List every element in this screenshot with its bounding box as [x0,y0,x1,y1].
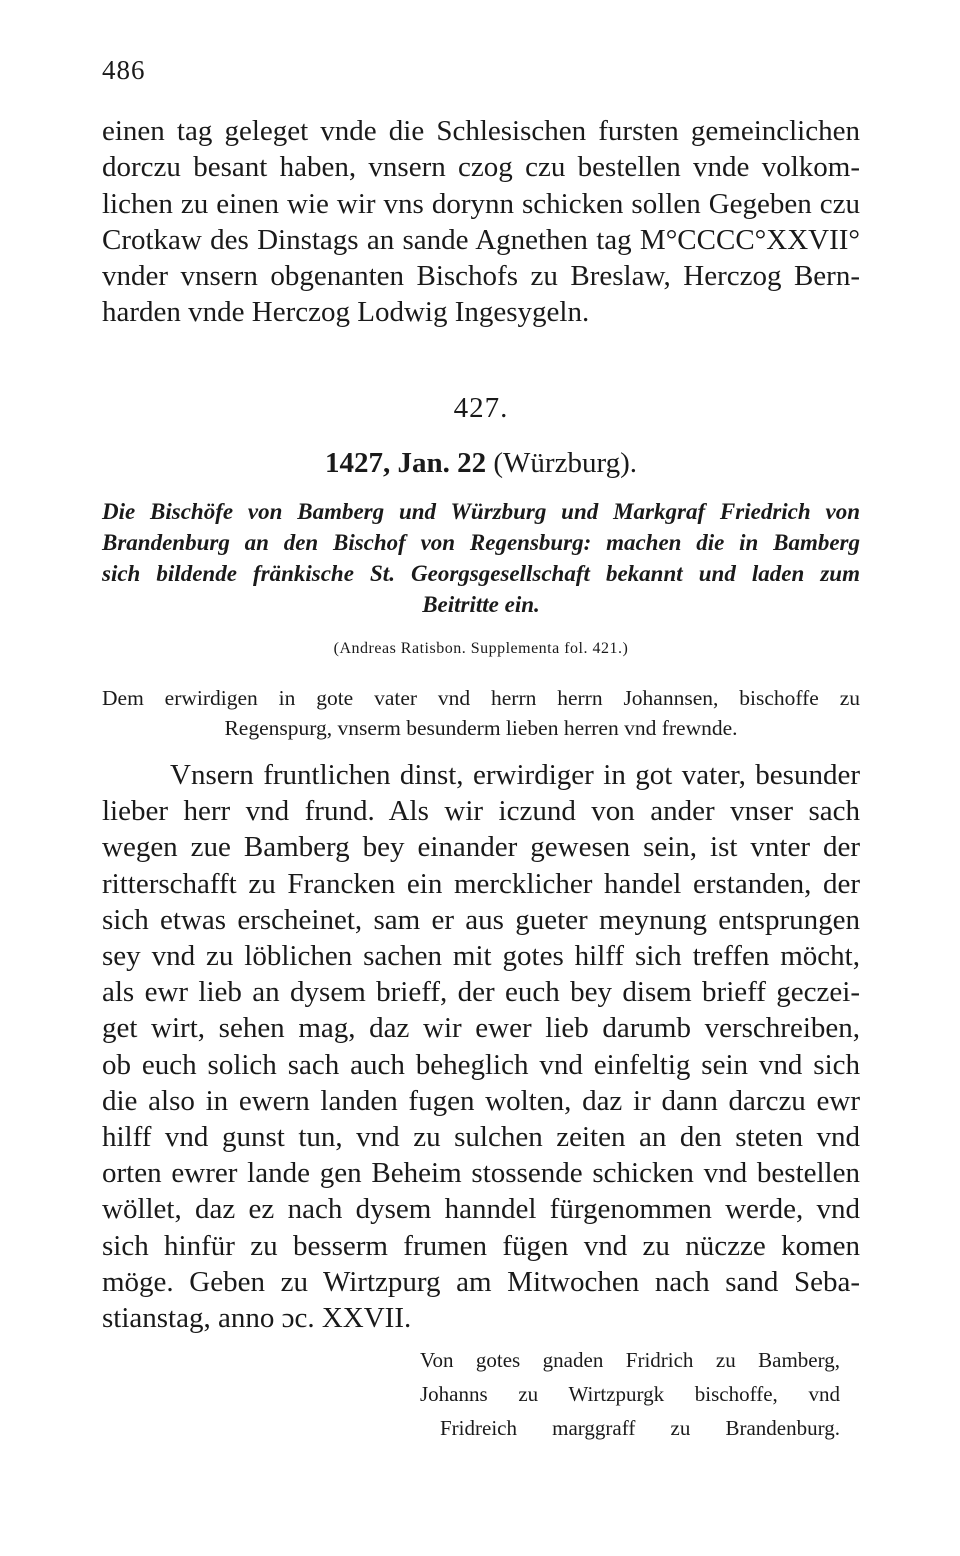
text-line: dorczu besant haben, vnsern czog czu bestellen vnde volkom- [102,151,860,184]
body-line: sich etwas erscheinet, sam er aus gueter meynung entsprungen [102,903,860,936]
page-number: 486 [102,55,146,85]
signature-line: Johanns zu Wirtzpurgk bischoffe, vnd [420,1382,840,1406]
text-line: harden vnde Herczog Lodwig Ingesygeln. [102,296,590,329]
text-line: lichen zu einen wie wir vns dorynn schicken sollen Gegeben czu [102,187,860,220]
address-line: Dem erwirdigen in gote vater vnd herrn herrn Johannsen, bischoffe zu [102,686,860,710]
body-line: sey vnd zu löblichen sachen mit gotes hilff sich treffen möcht, [102,940,860,973]
source-reference: (Andreas Ratisbon. Supplementa fol. 421.) [333,640,629,657]
body-line: als ewr lieb an dysem brieff, der euch bey disem brieff geczei- [102,976,860,1009]
body-line: get wirt, sehen mag, daz wir ewer lieb darumb verschreiben, [102,1012,860,1045]
summary-line: Die Bischöfe von Bamberg und Würzburg und Markgraf Friedrich von [102,499,860,524]
letter-body [102,757,860,1336]
body-line: wegen zue Bamberg bey einander gewesen sein, ist vnter der [102,831,860,864]
signature-line: Fridreich marggraff zu Brandenburg. [440,1416,840,1440]
summary-line: sich bildende fränkische St. Georgsgesellschaft bekannt und laden zum [102,561,860,586]
body-line: die also in ewern landen fugen wolten, daz ir dann darczu ewr [102,1084,860,1117]
body-line: sich hinfür zu besserm frumen fügen vnd zu nüczze komen [102,1229,860,1262]
text-line: Crotkaw des Dinstags an sande Agnethen tag M°CCCC°XXVII° [102,223,860,256]
letter-signature [420,1343,840,1445]
document-date-place: (Würzburg). [493,447,637,479]
body-line: wöllet, daz ez nach dysem hanndel fürgenommen werde, vnd [102,1193,860,1226]
letter-address [102,683,860,743]
text-line: vnder vnsern obgenanten Bischofs zu Breslaw, Herczog Bern- [102,260,860,293]
summary-line: Beitritte ein. [422,592,540,617]
signature-line: Von gotes gnaden Fridrich zu Bamberg, [420,1348,840,1372]
top-paragraph [102,113,860,331]
body-line: orten ewrer lande gen Beheim stossende schicken vnd bestellen [102,1157,860,1190]
document-number: 427. [453,392,509,424]
text-line: einen tag geleget vnde die Schlesischen fursten gemeinclichen [102,115,860,147]
body-line: stianstag, anno ɔc. XXVII. [102,1302,412,1335]
document-summary [102,496,860,620]
body-line: lieber herr vnd frund. Als wir iczund von ander vnser sach [102,795,860,828]
document-date [102,447,860,480]
address-line: Regenspurg, vnserm besunderm lieben herren vnd frewnde. [224,716,738,740]
body-line: ritterschafft zu Francken ein mercklicher handel erstanden, der [102,867,860,900]
body-line: hilff vnd gunst tun, vnd zu sulchen zeiten an den steten vnd [102,1121,860,1154]
document-date-value: 1427, Jan. 22 [325,447,487,479]
summary-line: Brandenburg an den Bischof von Regensburg: machen die in Bamberg [102,530,860,555]
body-line: Vnsern fruntlichen dinst, erwirdiger in got vater, besunder [170,759,860,791]
body-line: ob euch solich sach auch beheglich vnd einfeltig sein vnd sich [102,1048,860,1081]
body-line: möge. Geben zu Wirtzpurg am Mitwochen nach sand Seba- [102,1265,860,1298]
